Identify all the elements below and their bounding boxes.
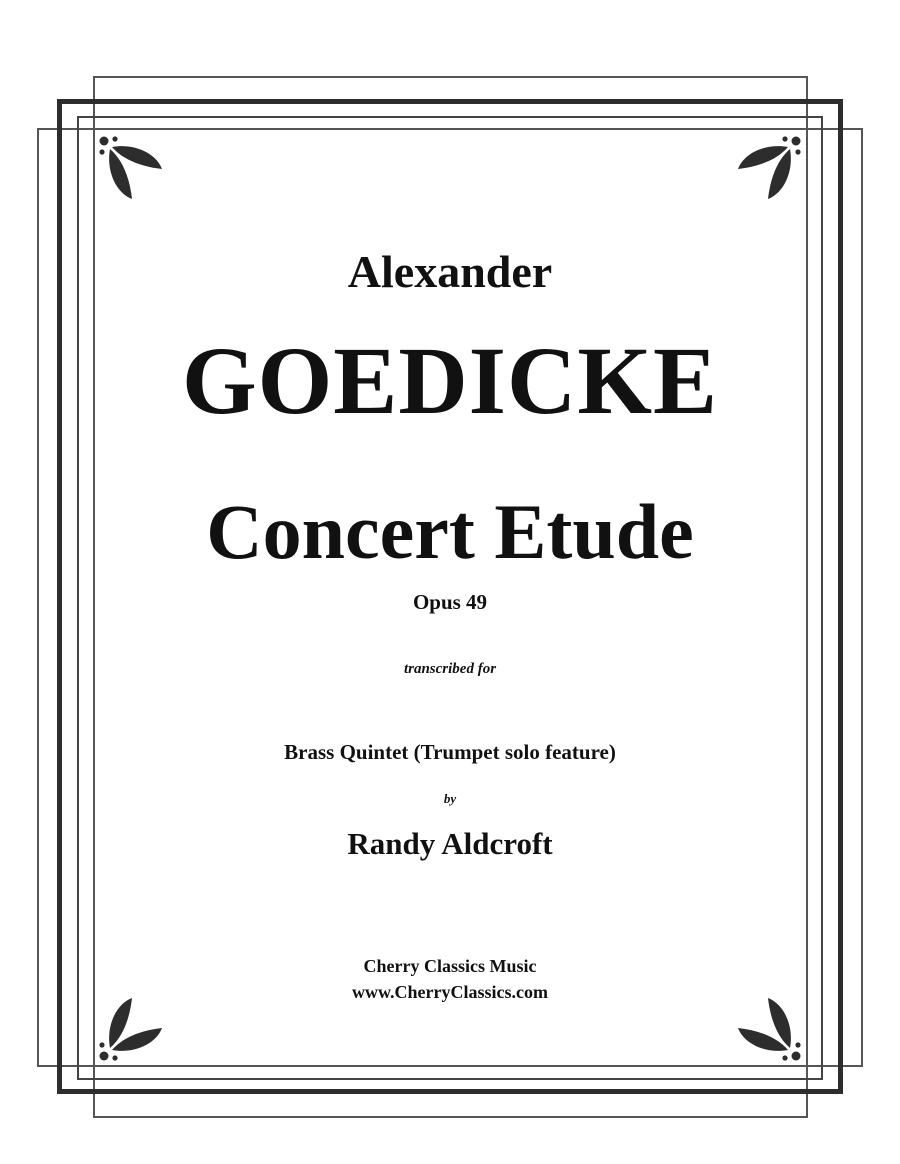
publisher-website: www.CherryClassics.com bbox=[352, 982, 548, 1002]
composer-last-name: GOEDICKE bbox=[181, 327, 719, 434]
publisher-name: Cherry Classics Music bbox=[363, 956, 537, 976]
leaf-ornament-icon bbox=[730, 133, 804, 207]
by-label: by bbox=[443, 791, 457, 806]
opus-number: Opus 49 bbox=[412, 590, 488, 614]
arranger-name: Randy Aldcroft bbox=[347, 826, 553, 861]
leaf-ornament-icon bbox=[96, 133, 170, 207]
transcribed-for-label: transcribed for bbox=[403, 661, 497, 677]
piece-title: Concert Etude bbox=[206, 488, 694, 575]
composer-first-name: Alexander bbox=[347, 246, 553, 297]
ensemble-label: Brass Quintet (Trumpet solo feature) bbox=[284, 740, 616, 764]
